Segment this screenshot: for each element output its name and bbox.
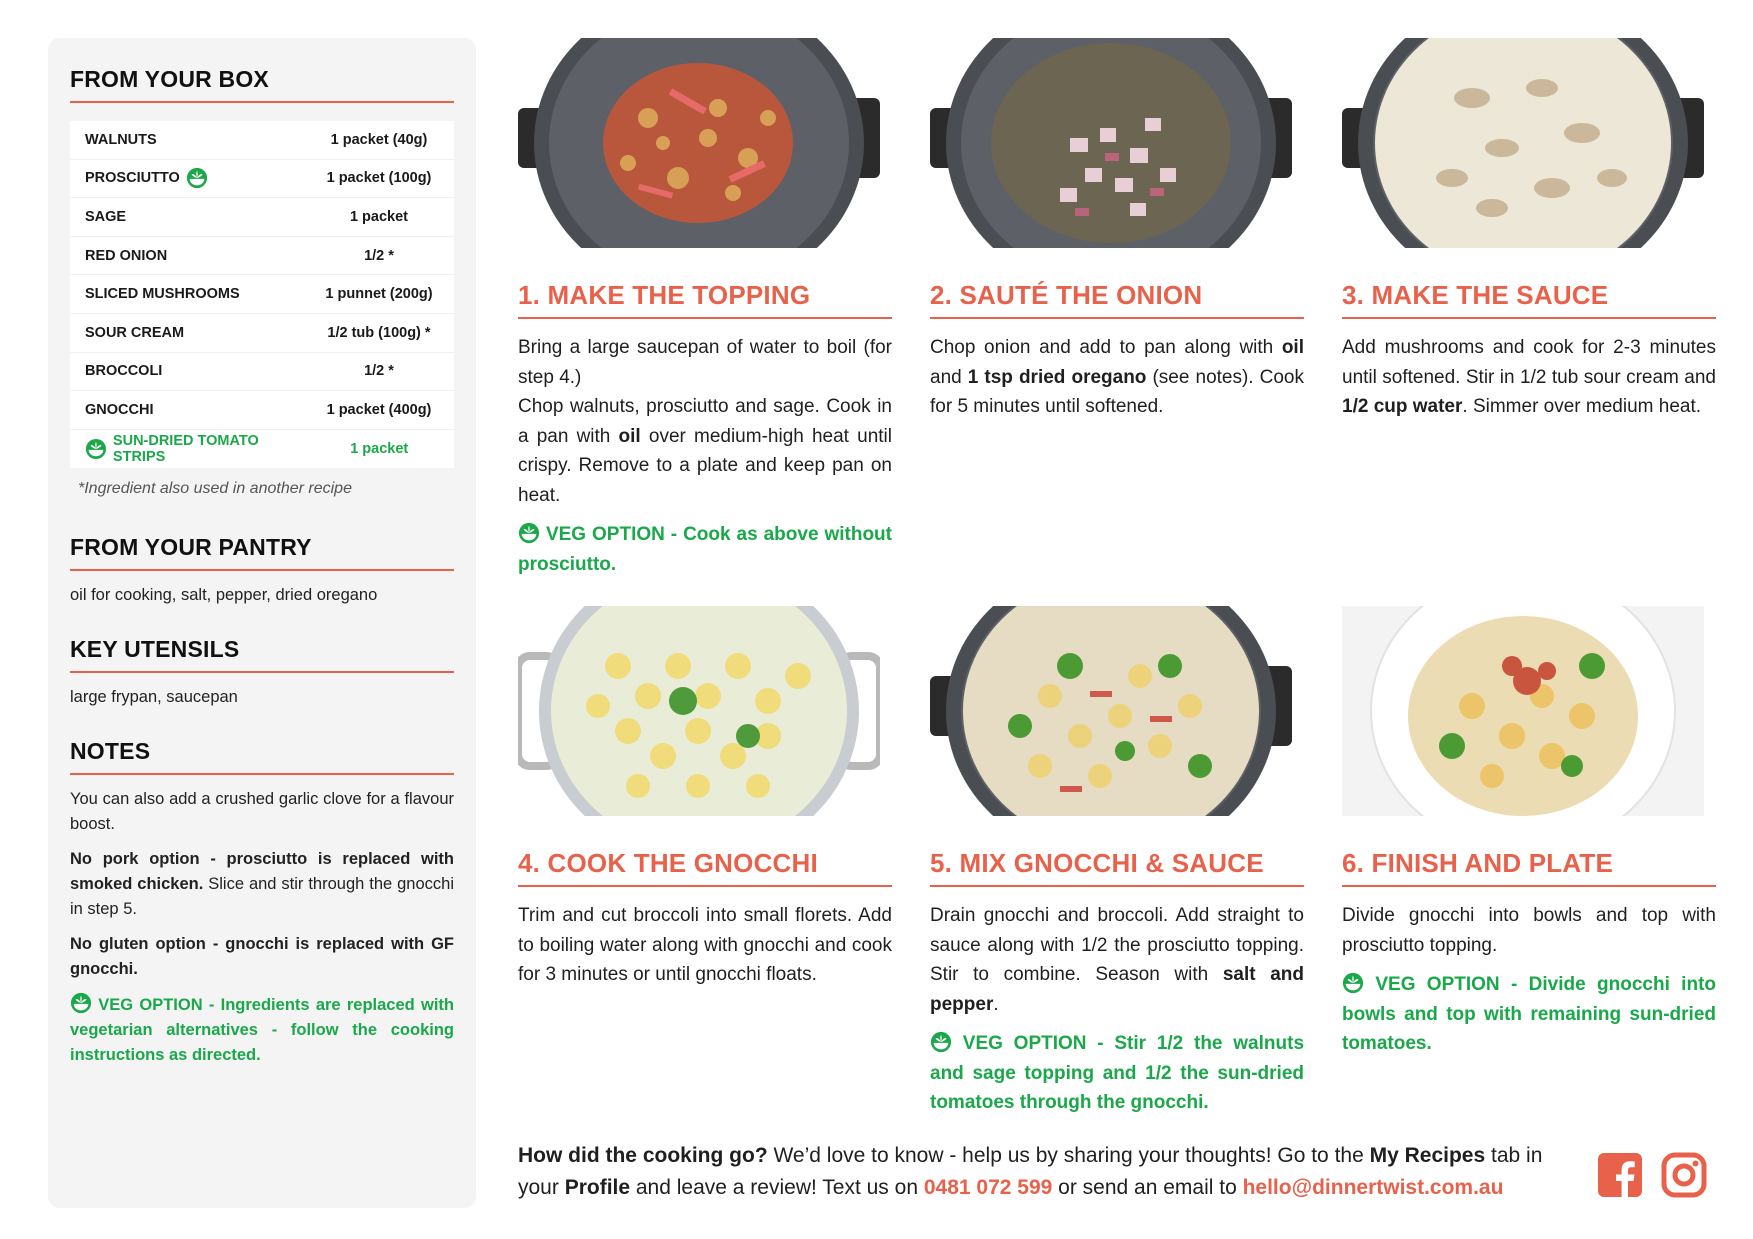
ingredient-row xyxy=(70,430,454,469)
footer-profile: Profile xyxy=(564,1176,631,1199)
utensils-heading: KEY UTENSILS xyxy=(70,636,454,673)
step-5-text-part: Drain gnocchi and broccoli. Add straight to sauce along with 1/2 the prosciutto topping. Stir to combine. Season with xyxy=(930,905,1304,985)
note-veg-text: VEG OPTION - Ingredients are replaced with vegetarian alternatives - follow the cooking instructions as directed. xyxy=(70,996,454,1065)
step-2-text-part: Chop onion and add to pan along with xyxy=(930,337,1282,358)
ingredient-qty: 1 packet (100g) xyxy=(326,170,432,187)
ingredient-qty: 1/2 * xyxy=(364,363,394,380)
ingredient-row xyxy=(70,198,454,237)
ingredient-name xyxy=(85,132,157,148)
veg-leaf-bowl-icon xyxy=(85,438,107,460)
feedback-footer xyxy=(518,1140,1568,1204)
pantry-heading: FROM YOUR PANTRY xyxy=(70,534,454,571)
step-1 xyxy=(518,38,894,579)
step-2-text-part: and xyxy=(930,366,968,388)
ingredient-footnote: *Ingredient also used in another recipe xyxy=(78,480,352,498)
ingredient-name-text: SAGE xyxy=(85,208,127,225)
step-2-title: 2. SAUTÉ THE ONION xyxy=(930,280,1304,319)
footer-text: tab in your xyxy=(518,1144,1543,1199)
ingredient-row xyxy=(70,237,454,276)
step-2-text-bold: 1 tsp dried oregano xyxy=(967,366,1147,388)
step-5-veg-option xyxy=(930,1029,1304,1118)
step-1-text-part: over medium-high heat until crispy. Remove to a plate and keep pan on heat. xyxy=(518,425,892,506)
step-6-veg-option xyxy=(1342,970,1716,1059)
ingredient-row xyxy=(70,353,454,392)
ingredient-row xyxy=(70,391,454,430)
step-6-photo xyxy=(1342,606,1704,816)
step-6-title: 6. FINISH AND PLATE xyxy=(1342,848,1716,887)
step-1-text-bold: oil xyxy=(618,425,641,447)
note-no-gluten xyxy=(70,932,454,982)
ingredient-name xyxy=(85,402,153,418)
ingredient-name xyxy=(85,248,167,264)
utensils-text: large frypan, saucepan xyxy=(70,688,238,707)
notes-section xyxy=(70,738,454,1068)
ingredient-name-text: RED ONION xyxy=(85,247,168,264)
ingredient-row xyxy=(70,160,454,199)
step-1-text-part: Bring a large saucepan of water to boil (for step 4.) xyxy=(518,337,892,388)
step-3 xyxy=(1342,38,1718,422)
veg-leaf-bowl-icon xyxy=(70,992,92,1014)
step-5-veg-text: VEG OPTION - Stir 1/2 the walnuts and sage topping and 1/2 the sun-dried tomatoes through the gnocchi. xyxy=(930,1033,1305,1113)
step-2 xyxy=(930,38,1306,422)
ingredient-row xyxy=(70,314,454,353)
ingredient-name xyxy=(85,433,314,465)
step-4-title: 4. COOK THE GNOCCHI xyxy=(518,848,892,887)
step-3-photo xyxy=(1342,38,1704,248)
step-3-text-bold: 1/2 cup water xyxy=(1342,396,1463,417)
footer-text: We’d love to know - help us by sharing your thoughts! Go to the xyxy=(767,1144,1370,1167)
step-1-photo xyxy=(518,38,880,248)
veg-leaf-bowl-icon xyxy=(1342,972,1364,994)
ingredient-row xyxy=(70,121,454,160)
footer-my-recipes: My Recipes xyxy=(1369,1144,1486,1167)
step-5-photo xyxy=(930,606,1292,816)
ingredient-qty: 1 packet (400g) xyxy=(326,401,432,418)
step-1-text xyxy=(518,333,892,510)
phone-link[interactable]: 0481 072 599 xyxy=(923,1176,1053,1199)
step-1-title: 1. MAKE THE TOPPING xyxy=(518,280,892,319)
step-3-title: 3. MAKE THE SAUCE xyxy=(1342,280,1716,319)
box-heading: FROM YOUR BOX xyxy=(70,66,454,103)
step-6 xyxy=(1342,606,1718,1059)
ingredient-name-text: WALNUTS xyxy=(85,131,157,148)
notes-heading: NOTES xyxy=(70,738,454,775)
step-3-text xyxy=(1342,333,1716,422)
ingredient-qty: 1 punnet (200g) xyxy=(325,286,433,303)
step-1-veg-text: VEG OPTION - Cook as above without prosciutto. xyxy=(518,524,892,575)
step-1-veg-option xyxy=(518,520,892,579)
ingredient-name-text: SLICED MUSHROOMS xyxy=(85,286,240,303)
step-4-photo xyxy=(518,606,880,816)
footer-text: and leave a review! Text us on xyxy=(630,1176,924,1199)
step-2-text-bold: oil xyxy=(1281,337,1304,358)
step-2-text xyxy=(930,333,1304,422)
note-no-pork xyxy=(70,847,454,922)
step-5-text-bold: salt and pepper xyxy=(930,964,1304,1015)
facebook-icon[interactable] xyxy=(1597,1152,1643,1198)
ingredient-name xyxy=(85,363,162,379)
step-5 xyxy=(930,606,1306,1118)
ingredient-row xyxy=(70,275,454,314)
ingredients-panel xyxy=(48,38,476,1208)
step-5-text xyxy=(930,901,1304,1019)
ingredient-qty: 1/2 tub (100g) * xyxy=(327,324,431,341)
step-2-photo xyxy=(930,38,1292,248)
step-4-text: Trim and cut broccoli into small florets. Add to boiling water along with gnocchi and cook for 3 minutes or until gnocchi floats. xyxy=(518,905,892,985)
ingredient-name-text: BROCCOLI xyxy=(85,363,163,380)
email-link[interactable]: hello@dinnertwist.com.au xyxy=(1242,1176,1504,1199)
step-3-text-part: Add mushrooms and cook for 2-3 minutes until softened. Stir in 1/2 tub sour cream and xyxy=(1342,337,1716,388)
step-5-text-part: . xyxy=(993,993,999,1015)
ingredient-qty: 1 packet (40g) xyxy=(330,131,428,148)
note-garlic: You can also add a crushed garlic clove for a flavour boost. xyxy=(70,790,454,834)
ingredient-table xyxy=(70,121,454,468)
ingredient-name-text: SOUR CREAM xyxy=(85,324,185,341)
ingredient-name xyxy=(85,209,126,225)
ingredient-name-text: PROSCIUTTO xyxy=(85,170,180,187)
note-veg-option xyxy=(70,992,454,1068)
ingredient-name-text: SUN-DRIED TOMATO STRIPS xyxy=(112,433,259,466)
ingredient-qty: 1/2 * xyxy=(364,247,394,264)
note-no-gluten-bold: No gluten option - gnocchi is replaced with GF gnocchi. xyxy=(70,935,454,979)
step-2-text-part: (see notes). Cook for 5 minutes until softened. xyxy=(930,366,1304,417)
note-no-pork-rest: Slice and stir through the gnocchi in step 5. xyxy=(70,875,454,919)
step-1-text-part: Chop walnuts, prosciutto and sage. Cook in a pan with xyxy=(518,396,892,447)
ingredient-qty: 1 packet xyxy=(350,441,409,458)
pantry-text: oil for cooking, salt, pepper, dried oregano xyxy=(70,586,378,605)
ingredient-name xyxy=(85,167,208,189)
ingredient-name-text: GNOCCHI xyxy=(85,401,154,418)
ingredient-name xyxy=(85,325,184,341)
veg-leaf-bowl-icon xyxy=(930,1031,952,1053)
veg-leaf-bowl-icon xyxy=(186,167,208,189)
step-6-veg-text: VEG OPTION - Divide gnocchi into bowls and top with remaining sun-dried tomatoes. xyxy=(1342,974,1716,1054)
ingredient-qty: 1 packet xyxy=(349,208,409,225)
ingredient-name xyxy=(85,286,240,302)
step-5-title: 5. MIX GNOCCHI & SAUCE xyxy=(930,848,1304,887)
step-3-text-part: . Simmer over medium heat. xyxy=(1462,396,1702,417)
instagram-icon[interactable] xyxy=(1661,1152,1707,1198)
step-4 xyxy=(518,606,894,990)
step-6-text: Divide gnocchi into bowls and top with prosciutto topping. xyxy=(1342,905,1716,956)
footer-text: or send an email to xyxy=(1052,1176,1243,1199)
veg-leaf-bowl-icon xyxy=(518,522,540,544)
note-no-pork-bold: No pork option - prosciutto is replaced with smoked chicken. xyxy=(70,850,454,894)
footer-question: How did the cooking go? xyxy=(518,1144,768,1167)
